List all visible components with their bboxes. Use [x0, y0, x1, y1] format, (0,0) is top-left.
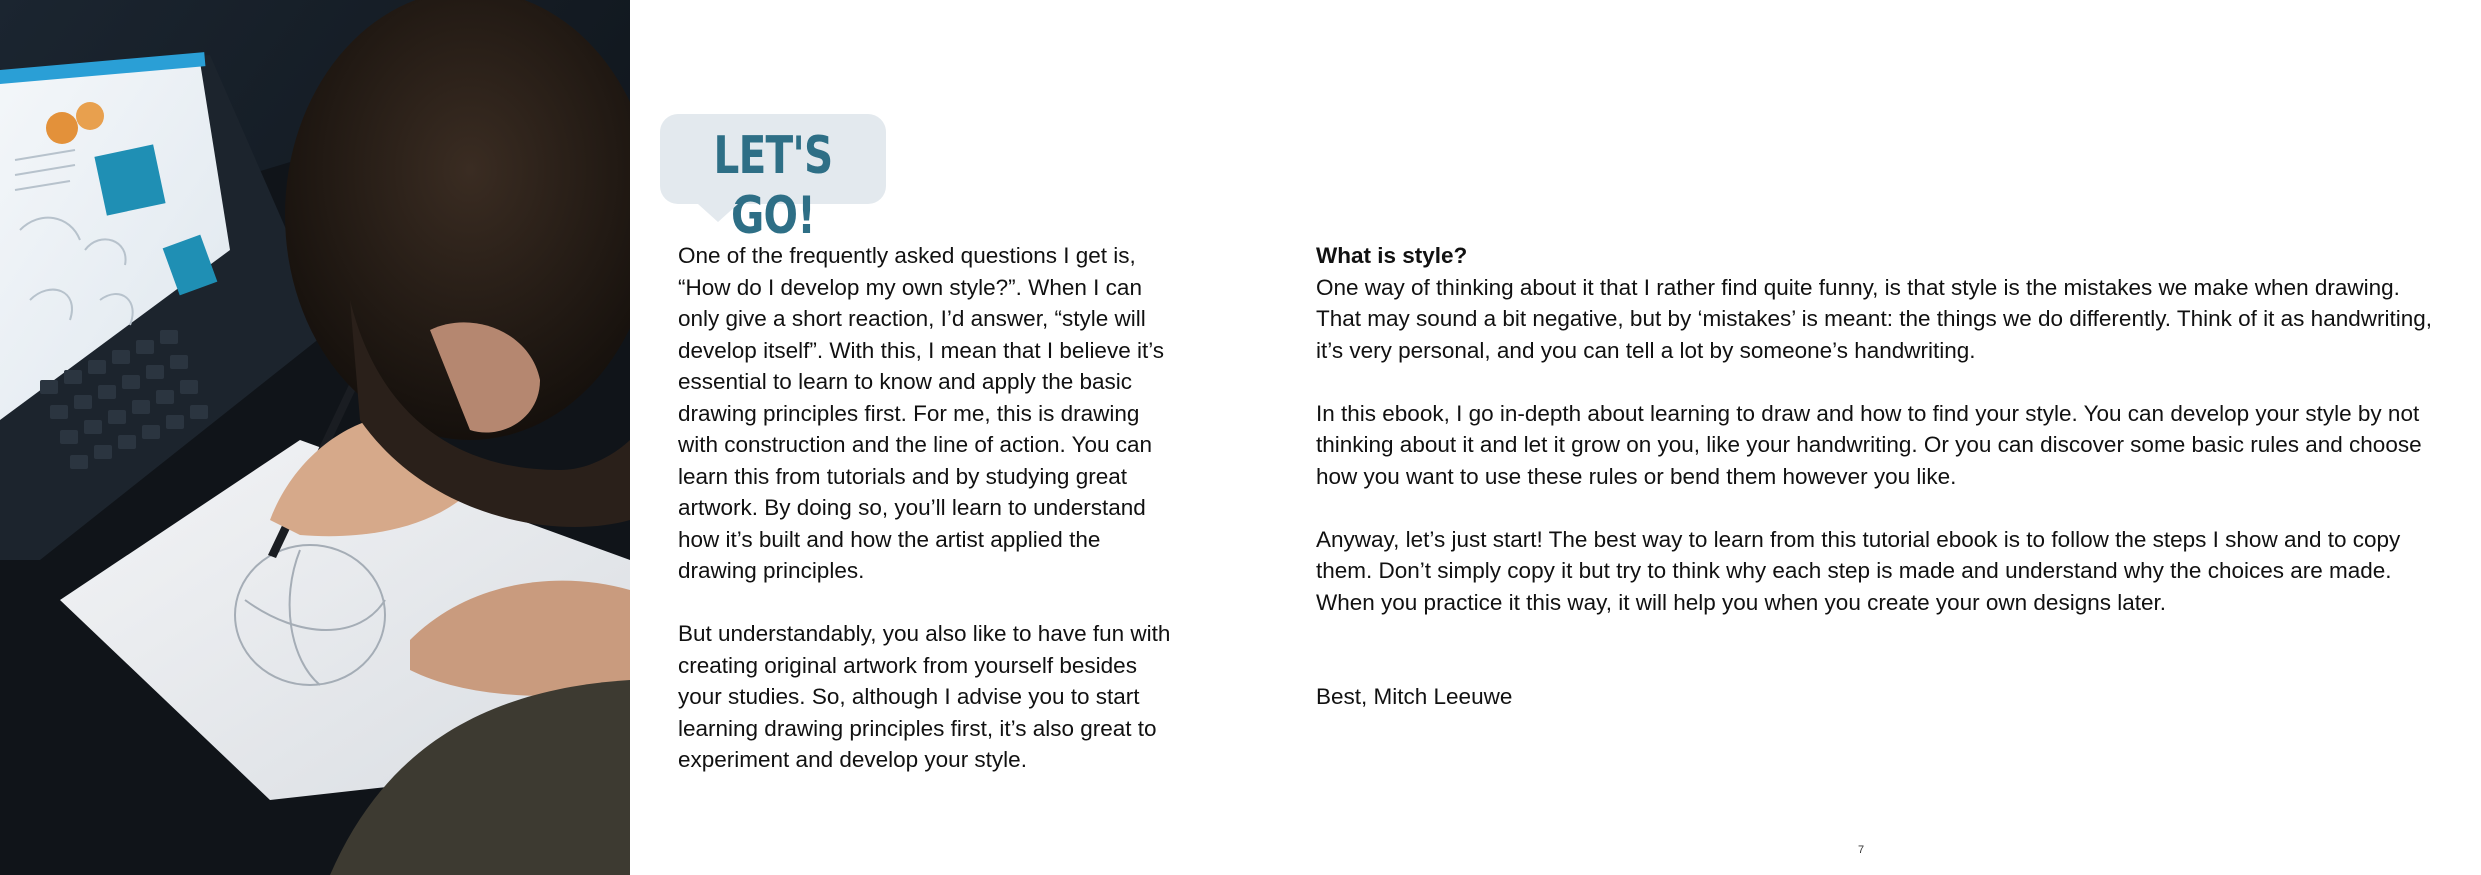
cover-photo — [0, 0, 630, 875]
bubble-title: LET'S GO! — [713, 126, 833, 246]
section-heading: What is style? — [1316, 243, 1468, 268]
right-paragraph-1: One way of thinking about it that I rather find quite funny, is that style is the mistakes we make when drawing. That may sound a bit negative, but by ‘mistakes’ is meant: the things we do differently. Think of it as handwriting, it’s very personal, and you can tell a lot by someone’s handwriting. — [1316, 274, 2433, 363]
right-paragraph-3: Anyway, let’s just start! The best way to learn from this tutorial ebook is to follow the steps I show and to copy them. Don’t simply copy it but try to think why each step is made and understand why the choices are made. When you practice it this way, it will help you when you create your own designs later. — [1316, 526, 2401, 615]
left-paragraph-1: One of the frequently asked questions I get is, “How do I develop my own style?”. When I can only give a short reaction, I’d answer, “style will develop itself”. With this, I mean that I believe it’s essential to learn to know and apply the basic drawing principles first. For me, this is drawing with construction and the line of action. You can learn this from tutorials and by studying great artwork. By doing so, you’ll learn to understand how it’s built and how the artist applied the drawing principles. — [678, 243, 1165, 583]
right-paragraph-2: In this ebook, I go in-depth about learning to draw and how to find your style. You can develop your style by not thinking about it and let it grow on you, like your handwriting. Or you can discover some basic rules and choose how you want to use these rules or bend them however you like. — [1316, 400, 2422, 489]
page-number: 7 — [1858, 844, 1865, 856]
artist-drawing-photo — [0, 0, 630, 875]
left-column — [678, 240, 1178, 807]
right-column — [1316, 240, 2446, 744]
text-page — [630, 0, 2481, 875]
signoff: Best, Mitch Leeuwe — [1316, 684, 1513, 709]
left-paragraph-2: But understandably, you also like to have fun with creating original artwork from yourself besides your studies. So, although I advise you to start learning drawing principles first, it’s also great to experiment and develop your style. — [678, 621, 1171, 772]
speech-bubble — [660, 114, 886, 246]
